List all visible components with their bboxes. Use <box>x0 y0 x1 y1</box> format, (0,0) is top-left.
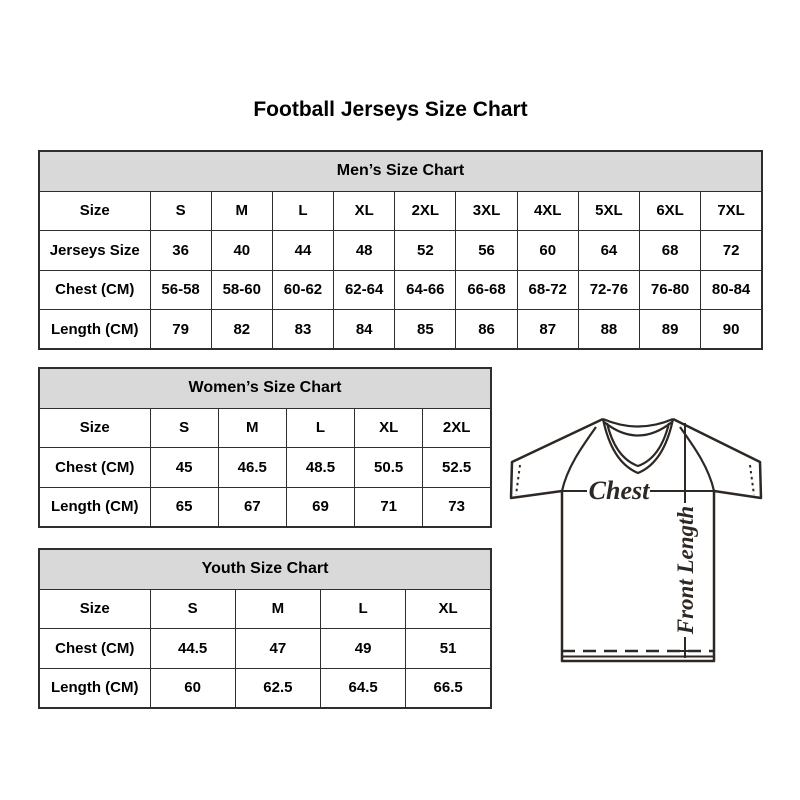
table-cell: 72 <box>701 231 762 271</box>
table-cell: 87 <box>517 310 578 350</box>
table-cell: 62-64 <box>334 270 395 310</box>
table-cell: 6XL <box>640 191 701 231</box>
table-cell: 64.5 <box>321 668 406 708</box>
table-cell: L <box>321 589 406 629</box>
table-row <box>39 668 491 708</box>
table-cell: 4XL <box>517 191 578 231</box>
table-title-row <box>39 549 491 589</box>
table-cell: 65 <box>150 487 218 527</box>
table-cell: 56-58 <box>150 270 211 310</box>
table-cell: 47 <box>235 629 320 669</box>
table-cell: XL <box>355 408 423 448</box>
table-cell: 64 <box>578 231 639 271</box>
right-sleeve-stitch-line <box>750 465 754 495</box>
table-row <box>39 629 491 669</box>
table-cell: 88 <box>578 310 639 350</box>
table-cell: 3XL <box>456 191 517 231</box>
table-cell: 44.5 <box>150 629 235 669</box>
table-cell: S <box>150 191 211 231</box>
table-title: Men’s Size Chart <box>39 151 762 191</box>
table-cell: 60 <box>150 668 235 708</box>
table-cell: 68 <box>640 231 701 271</box>
table-cell: 68-72 <box>517 270 578 310</box>
table-row <box>39 448 491 488</box>
table-cell: XL <box>334 191 395 231</box>
table-cell: 50.5 <box>355 448 423 488</box>
page-title: Football Jerseys Size Chart <box>253 98 528 121</box>
table-row <box>39 231 762 271</box>
table-cell: 66.5 <box>406 668 491 708</box>
table-cell: S <box>150 589 235 629</box>
left-sleeve-stitch-line <box>516 465 520 495</box>
table-title: Women’s Size Chart <box>39 368 491 408</box>
table-cell: 36 <box>150 231 211 271</box>
table-cell: 58-60 <box>211 270 272 310</box>
table-cell: 79 <box>150 310 211 350</box>
table-cell: M <box>218 408 286 448</box>
table-cell: 72-76 <box>578 270 639 310</box>
table-cell: 69 <box>286 487 354 527</box>
chest-label: Chest <box>588 476 650 505</box>
table-title-row <box>39 368 491 408</box>
row-header-cell: Chest (CM) <box>39 448 150 488</box>
row-header-cell: Size <box>39 191 150 231</box>
table-cell: 80-84 <box>701 270 762 310</box>
table-cell: 52.5 <box>423 448 491 488</box>
table-cell: 45 <box>150 448 218 488</box>
youth-size-table <box>38 548 492 709</box>
table-title-row <box>39 151 762 191</box>
table-row <box>39 270 762 310</box>
table-cell: 44 <box>272 231 333 271</box>
row-header-cell: Length (CM) <box>39 487 150 527</box>
front-length-label: Front Length <box>673 505 698 635</box>
table-title: Youth Size Chart <box>39 549 491 589</box>
table-cell: 5XL <box>578 191 639 231</box>
table-cell: 71 <box>355 487 423 527</box>
table-cell: 76-80 <box>640 270 701 310</box>
table-cell: 90 <box>701 310 762 350</box>
table-row <box>39 310 762 350</box>
table-cell: 84 <box>334 310 395 350</box>
row-header-cell: Chest (CM) <box>39 270 150 310</box>
table-cell: 46.5 <box>218 448 286 488</box>
table-cell: 85 <box>395 310 456 350</box>
row-header-cell: Length (CM) <box>39 668 150 708</box>
table-cell: 82 <box>211 310 272 350</box>
table-cell: 60-62 <box>272 270 333 310</box>
table-row <box>39 191 762 231</box>
table-cell: 48.5 <box>286 448 354 488</box>
row-header-cell: Size <box>39 408 150 448</box>
table-cell: 40 <box>211 231 272 271</box>
collar-back-arc-1 <box>603 419 673 427</box>
row-header-cell: Chest (CM) <box>39 629 150 669</box>
table-cell: 66-68 <box>456 270 517 310</box>
table-cell: 51 <box>406 629 491 669</box>
table-cell: M <box>235 589 320 629</box>
table-cell: 52 <box>395 231 456 271</box>
table-cell: 49 <box>321 629 406 669</box>
table-cell: L <box>272 191 333 231</box>
table-cell: 56 <box>456 231 517 271</box>
table-cell: M <box>211 191 272 231</box>
table-row <box>39 408 491 448</box>
table-cell: 89 <box>640 310 701 350</box>
table-cell: L <box>286 408 354 448</box>
table-cell: 7XL <box>701 191 762 231</box>
table-cell: 86 <box>456 310 517 350</box>
table-row <box>39 487 491 527</box>
table-cell: 64-66 <box>395 270 456 310</box>
jersey-outline <box>511 419 761 661</box>
table-cell: S <box>150 408 218 448</box>
table-cell: 2XL <box>423 408 491 448</box>
table-cell: 48 <box>334 231 395 271</box>
table-cell: 60 <box>517 231 578 271</box>
womens-size-table <box>38 367 492 528</box>
row-header-cell: Jerseys Size <box>39 231 150 271</box>
table-cell: XL <box>406 589 491 629</box>
mens-size-table <box>38 150 763 350</box>
table-cell: 73 <box>423 487 491 527</box>
table-row <box>39 589 491 629</box>
table-cell: 2XL <box>395 191 456 231</box>
table-cell: 83 <box>272 310 333 350</box>
jersey-measurement-diagram <box>503 406 767 678</box>
table-cell: 67 <box>218 487 286 527</box>
row-header-cell: Length (CM) <box>39 310 150 350</box>
table-cell: 62.5 <box>235 668 320 708</box>
row-header-cell: Size <box>39 589 150 629</box>
